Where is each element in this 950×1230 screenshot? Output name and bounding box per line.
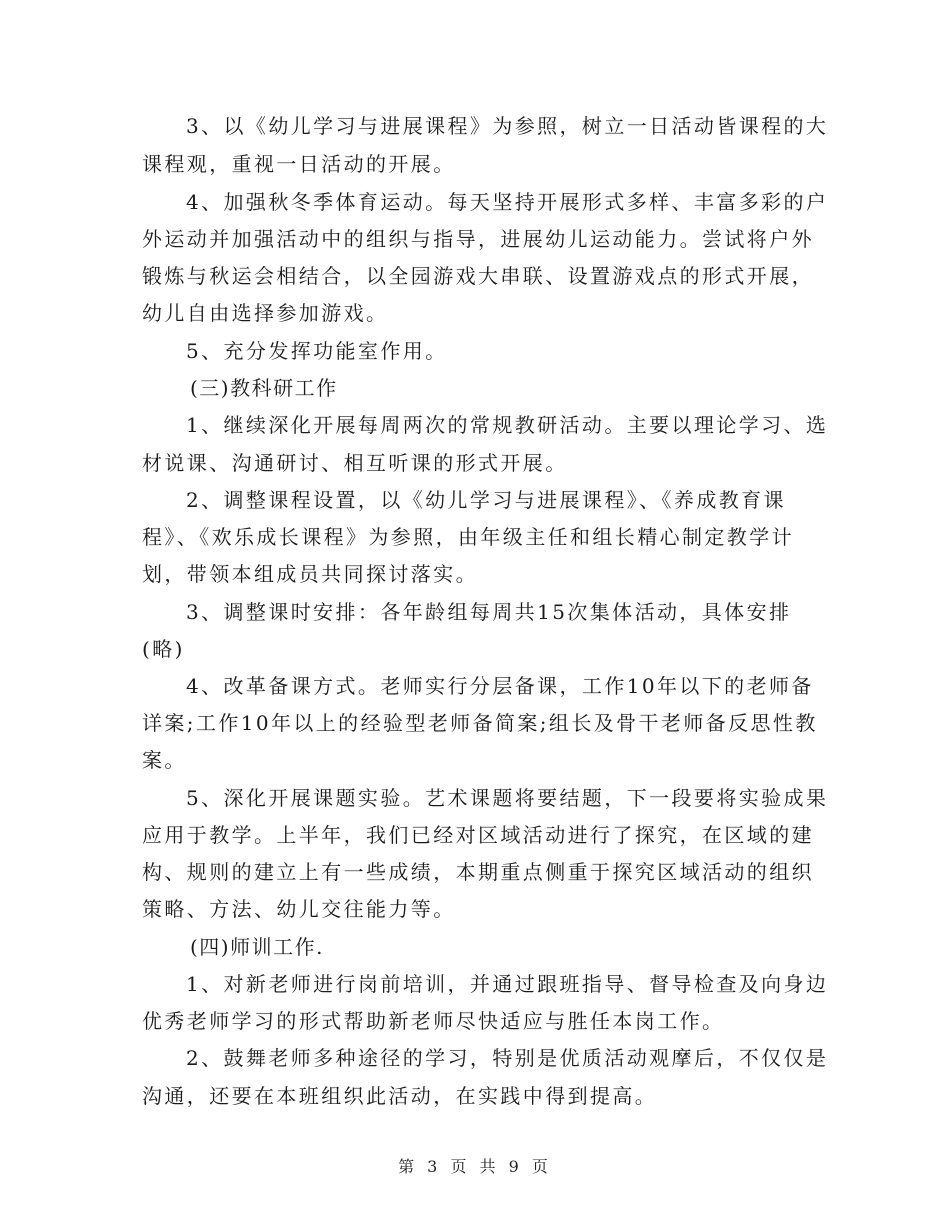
paragraph-line: 4、加强秋冬季体育运动。每天坚持开展形式多样、丰富多彩的户 (186, 190, 829, 214)
paragraph-line: 幼儿自由选择参加游戏。 (142, 301, 389, 325)
paragraph-line: 5、深化开展课题实验。艺术课题将要结题，下一段要将实验成果 (186, 786, 829, 810)
section-heading: (四)师训工作. (190, 935, 324, 959)
paragraph-line: 详案;工作10年以上的经验型老师备简案;组长及骨干老师备反思性教 (142, 711, 818, 735)
paragraph-line: 应用于教学。上半年，我们已经对区域活动进行了探究，在区域的建 (142, 823, 814, 847)
paragraph-line: 策略、方法、幼儿交往能力等。 (142, 897, 456, 921)
paragraph-line: 2、鼓舞老师多种途径的学习，特别是优质活动观摩后，不仅仅是 (186, 1046, 829, 1070)
paragraph-line: 2、调整课程设置，以《幼儿学习与进展课程》、《养成教育课 (186, 488, 786, 512)
paragraph-line: 3、调整课时安排：各年龄组每周共15次集体活动，具体安排 (186, 600, 792, 624)
paragraph-line: 构、规则的建立上有一些成绩，本期重点侧重于探究区域活动的组织 (142, 860, 814, 884)
paragraph-line: 锻炼与秋运会相结合，以全园游戏大串联、设置游戏点的形式开展， (142, 264, 814, 288)
paragraph-line: 沟通，还要在本班组织此活动，在实践中得到提高。 (142, 1084, 658, 1108)
paragraph-line: 1、对新老师进行岗前培训，并通过跟班指导、督导检查及向身边 (186, 972, 829, 996)
paragraph-line: 程》、《欢乐成长课程》为参照，由年级主任和组长精心制定教学计 (142, 525, 794, 549)
page-footer: 第 3 页 共 9 页 (398, 1157, 552, 1176)
paragraph-line: 4、改革备课方式。老师实行分层备课，工作10年以下的老师备 (186, 674, 814, 698)
paragraph-line: 外运动并加强活动中的组织与指导，进展幼儿运动能力。尝试将户外 (142, 227, 814, 251)
paragraph-line: 1、继续深化开展每周两次的常规教研活动。主要以理论学习、选 (186, 413, 829, 437)
paragraph-line: 5、充分发挥功能室作用。 (186, 339, 448, 363)
paragraph-line: 3、以《幼儿学习与进展课程》为参照，树立一日活动皆课程的大 (186, 114, 829, 138)
paragraph-line: (略) (142, 637, 185, 661)
paragraph-line: 划，带领本组成员共同探讨落实。 (142, 562, 478, 586)
paragraph-line: 优秀老师学习的形式帮助新老师尽快适应与胜任本岗工作。 (142, 1009, 725, 1033)
paragraph-line: 材说课、沟通研讨、相互听课的形式开展。 (142, 451, 568, 475)
paragraph-line: 案。 (142, 748, 187, 772)
section-heading: (三)教科研工作 (190, 376, 338, 400)
paragraph-line: 课程观，重视一日活动的开展。 (142, 152, 456, 176)
